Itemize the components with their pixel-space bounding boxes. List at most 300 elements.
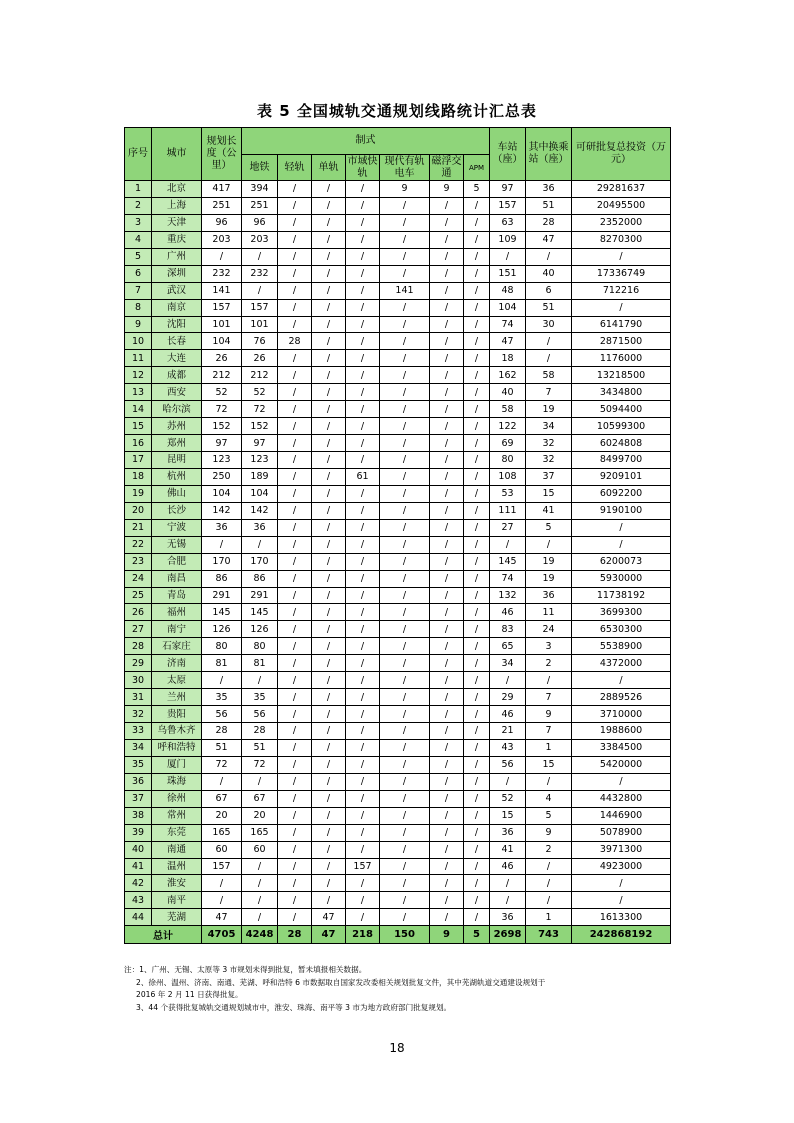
table-cell: 170 <box>202 553 242 570</box>
table-cell: / <box>430 824 464 841</box>
table-cell: / <box>430 858 464 875</box>
header-city: 城市 <box>152 128 202 181</box>
table-cell: 41 <box>490 841 526 858</box>
table-cell: / <box>430 655 464 672</box>
table-cell: / <box>278 723 312 740</box>
table-cell: / <box>312 333 346 350</box>
city-name: 温州 <box>152 858 202 875</box>
table-cell: 165 <box>242 824 278 841</box>
table-cell: 35 <box>242 689 278 706</box>
table-cell: / <box>464 214 490 231</box>
table-cell: 74 <box>490 316 526 333</box>
table-cell: 145 <box>490 553 526 570</box>
table-cell: / <box>526 536 572 553</box>
table-cell: / <box>278 739 312 756</box>
city-name: 合肥 <box>152 553 202 570</box>
city-name: 常州 <box>152 807 202 824</box>
table-cell: / <box>430 197 464 214</box>
table-cell: 6200073 <box>572 553 671 570</box>
table-cell: 72 <box>202 756 242 773</box>
table-cell: / <box>380 706 430 723</box>
table-cell: / <box>464 536 490 553</box>
city-name: 南通 <box>152 841 202 858</box>
table-cell: 111 <box>490 502 526 519</box>
city-name: 乌鲁木齐 <box>152 723 202 740</box>
table-cell: / <box>526 672 572 689</box>
table-cell: / <box>430 739 464 756</box>
table-cell: 37 <box>526 468 572 485</box>
table-cell: 162 <box>490 367 526 384</box>
table-cell: 80 <box>202 638 242 655</box>
table-cell: / <box>464 435 490 452</box>
table-cell: 165 <box>202 824 242 841</box>
table-cell: 1176000 <box>572 350 671 367</box>
table-cell: / <box>312 502 346 519</box>
table-cell: 3384500 <box>572 739 671 756</box>
table-cell: 9 <box>526 824 572 841</box>
table-cell: 1988600 <box>572 723 671 740</box>
table-cell: 53 <box>490 485 526 502</box>
table-row <box>125 807 671 824</box>
table-cell: / <box>242 282 278 299</box>
table-cell: / <box>430 790 464 807</box>
table-cell: / <box>312 197 346 214</box>
table-cell: 126 <box>202 621 242 638</box>
row-index: 17 <box>125 452 152 469</box>
table-cell: 104 <box>242 485 278 502</box>
table-cell: / <box>464 299 490 316</box>
table-cell: / <box>464 739 490 756</box>
table-cell: 28 <box>278 333 312 350</box>
table-cell: / <box>278 452 312 469</box>
table-row <box>125 350 671 367</box>
table-cell: 96 <box>242 214 278 231</box>
city-name: 南平 <box>152 892 202 909</box>
header-investment: 可研批复总投资（万元） <box>572 128 671 181</box>
table-cell: 17336749 <box>572 265 671 282</box>
table-cell: / <box>430 773 464 790</box>
table-cell: / <box>312 621 346 638</box>
table-cell: / <box>380 756 430 773</box>
table-cell: / <box>278 841 312 858</box>
table-cell: / <box>380 384 430 401</box>
table-row <box>125 638 671 655</box>
row-index: 33 <box>125 723 152 740</box>
table-cell: 251 <box>202 197 242 214</box>
table-cell: / <box>380 485 430 502</box>
table-cell: / <box>430 418 464 435</box>
table-cell: / <box>430 689 464 706</box>
row-index: 6 <box>125 265 152 282</box>
row-index: 4 <box>125 231 152 248</box>
table-cell: 6092200 <box>572 485 671 502</box>
table-notes <box>124 964 684 1014</box>
table-cell: 36 <box>242 519 278 536</box>
table-cell: / <box>346 333 380 350</box>
table-cell: 41 <box>526 502 572 519</box>
table-cell: / <box>346 604 380 621</box>
table-cell: 712216 <box>572 282 671 299</box>
table-cell: / <box>430 384 464 401</box>
table-cell: / <box>490 892 526 909</box>
table-cell: 19 <box>526 570 572 587</box>
table-cell: 46 <box>490 604 526 621</box>
table-cell: / <box>464 418 490 435</box>
table-cell: 52 <box>490 790 526 807</box>
table-cell: / <box>464 197 490 214</box>
table-cell: 1446900 <box>572 807 671 824</box>
table-cell: / <box>380 299 430 316</box>
table-cell: / <box>490 875 526 892</box>
table-cell: / <box>430 807 464 824</box>
table-cell: / <box>572 519 671 536</box>
table-cell: / <box>430 333 464 350</box>
row-index: 9 <box>125 316 152 333</box>
table-cell: / <box>430 570 464 587</box>
table-cell: 1613300 <box>572 909 671 926</box>
table-cell: 34 <box>490 655 526 672</box>
total-cell: 2698 <box>490 926 526 944</box>
table-cell: 96 <box>202 214 242 231</box>
table-row <box>125 553 671 570</box>
table-cell: / <box>346 672 380 689</box>
city-name: 福州 <box>152 604 202 621</box>
page-number: 18 <box>389 1041 405 1055</box>
table-cell: 86 <box>242 570 278 587</box>
table-cell: / <box>380 502 430 519</box>
row-index: 29 <box>125 655 152 672</box>
table-cell: 5538900 <box>572 638 671 655</box>
row-index: 19 <box>125 485 152 502</box>
row-index: 25 <box>125 587 152 604</box>
table-cell: / <box>526 773 572 790</box>
table-cell: / <box>312 773 346 790</box>
table-cell: / <box>380 316 430 333</box>
city-name: 长沙 <box>152 502 202 519</box>
table-cell: / <box>526 333 572 350</box>
table-cell: / <box>430 536 464 553</box>
table-cell: / <box>312 231 346 248</box>
table-cell: 47 <box>312 909 346 926</box>
table-cell: 13218500 <box>572 367 671 384</box>
table-cell: / <box>430 316 464 333</box>
table-cell: 1 <box>526 909 572 926</box>
table-cell: / <box>430 468 464 485</box>
city-name: 广州 <box>152 248 202 265</box>
table-cell: 24 <box>526 621 572 638</box>
table-cell: 80 <box>490 452 526 469</box>
row-index: 24 <box>125 570 152 587</box>
header-monorail: 单轨 <box>312 155 346 181</box>
table-cell: 35 <box>202 689 242 706</box>
table-cell: / <box>278 350 312 367</box>
table-cell: 250 <box>202 468 242 485</box>
table-cell: / <box>380 909 430 926</box>
table-cell: 2352000 <box>572 214 671 231</box>
table-cell: 123 <box>242 452 278 469</box>
table-cell: 61 <box>346 468 380 485</box>
table-cell: 145 <box>242 604 278 621</box>
table-cell: 141 <box>380 282 430 299</box>
table-cell: / <box>242 858 278 875</box>
table-cell: / <box>346 723 380 740</box>
total-label: 总计 <box>125 926 202 944</box>
table-cell: / <box>572 672 671 689</box>
row-index: 23 <box>125 553 152 570</box>
table-cell: / <box>312 553 346 570</box>
table-cell: 189 <box>242 468 278 485</box>
table-cell: / <box>430 231 464 248</box>
table-cell: / <box>464 231 490 248</box>
table-cell: / <box>464 282 490 299</box>
table-cell: / <box>464 672 490 689</box>
row-index: 21 <box>125 519 152 536</box>
table-cell: 142 <box>202 502 242 519</box>
table-cell: / <box>464 248 490 265</box>
table-cell: 47 <box>202 909 242 926</box>
table-row <box>125 401 671 418</box>
table-row <box>125 418 671 435</box>
row-index: 7 <box>125 282 152 299</box>
table-cell: 67 <box>242 790 278 807</box>
table-cell: 58 <box>490 401 526 418</box>
table-cell: 1 <box>526 739 572 756</box>
table-cell: / <box>464 621 490 638</box>
table-cell: 6141790 <box>572 316 671 333</box>
table-cell: / <box>278 435 312 452</box>
table-cell: / <box>464 909 490 926</box>
table-cell: / <box>242 773 278 790</box>
table-cell: / <box>346 435 380 452</box>
table-cell: 69 <box>490 435 526 452</box>
table-cell: / <box>346 265 380 282</box>
row-index: 34 <box>125 739 152 756</box>
table-cell: 26 <box>242 350 278 367</box>
table-cell: / <box>346 587 380 604</box>
table-cell: 3434800 <box>572 384 671 401</box>
table-cell: / <box>346 519 380 536</box>
table-row <box>125 621 671 638</box>
table-cell: / <box>202 773 242 790</box>
table-cell: 56 <box>202 706 242 723</box>
table-cell: 36 <box>490 909 526 926</box>
table-cell: / <box>430 248 464 265</box>
table-cell: 27 <box>490 519 526 536</box>
note-line: 2016 年 2 月 11 日获得批复。 <box>136 990 243 999</box>
table-cell: 51 <box>526 197 572 214</box>
city-name: 南宁 <box>152 621 202 638</box>
table-cell: / <box>430 892 464 909</box>
table-cell: 26 <box>202 350 242 367</box>
table-row <box>125 587 671 604</box>
table-cell: / <box>346 536 380 553</box>
table-cell: / <box>312 587 346 604</box>
table-cell: / <box>278 316 312 333</box>
row-index: 42 <box>125 875 152 892</box>
table-cell: / <box>490 672 526 689</box>
table-cell: / <box>346 706 380 723</box>
table-cell: / <box>380 197 430 214</box>
total-cell: 4705 <box>202 926 242 944</box>
table-row <box>125 231 671 248</box>
table-cell: / <box>312 452 346 469</box>
table-cell: / <box>464 452 490 469</box>
table-cell: 6 <box>526 282 572 299</box>
table-cell: / <box>490 536 526 553</box>
table-cell: 7 <box>526 723 572 740</box>
table-cell: / <box>346 214 380 231</box>
table-cell: 67 <box>202 790 242 807</box>
table-cell: 5420000 <box>572 756 671 773</box>
table-cell: 60 <box>242 841 278 858</box>
table-cell: 8270300 <box>572 231 671 248</box>
table-cell: 97 <box>202 435 242 452</box>
table-cell: / <box>380 689 430 706</box>
table-row <box>125 739 671 756</box>
row-index: 26 <box>125 604 152 621</box>
table-cell: / <box>312 655 346 672</box>
table-cell: 18 <box>490 350 526 367</box>
table-cell: / <box>430 282 464 299</box>
table-cell: / <box>430 265 464 282</box>
table-cell: / <box>464 316 490 333</box>
table-cell: / <box>380 604 430 621</box>
table-cell: 9209101 <box>572 468 671 485</box>
table-cell: 8499700 <box>572 452 671 469</box>
table-cell: / <box>380 435 430 452</box>
table-cell: 83 <box>490 621 526 638</box>
table-cell: 141 <box>202 282 242 299</box>
table-row <box>125 265 671 282</box>
table-cell: / <box>464 265 490 282</box>
table-row <box>125 841 671 858</box>
city-name: 沈阳 <box>152 316 202 333</box>
table-cell: / <box>242 672 278 689</box>
total-cell: 9 <box>430 926 464 944</box>
total-cell: 47 <box>312 926 346 944</box>
note-line: 注：1、广州、无锡、太原等 3 市规划未得到批复，暂未填报相关数据。 <box>124 965 367 974</box>
table-cell: / <box>312 435 346 452</box>
city-name: 淮安 <box>152 875 202 892</box>
table-cell: / <box>526 248 572 265</box>
table-cell: / <box>430 452 464 469</box>
table-cell: / <box>346 316 380 333</box>
table-cell: 2889526 <box>572 689 671 706</box>
table-cell: 76 <box>242 333 278 350</box>
table-cell: / <box>346 502 380 519</box>
table-cell: / <box>312 536 346 553</box>
table-cell: / <box>278 638 312 655</box>
table-cell: 142 <box>242 502 278 519</box>
row-index: 32 <box>125 706 152 723</box>
table-cell: 152 <box>242 418 278 435</box>
table-cell: 122 <box>490 418 526 435</box>
table-cell: / <box>380 401 430 418</box>
table-cell: / <box>346 621 380 638</box>
table-cell: 46 <box>490 858 526 875</box>
table-row <box>125 299 671 316</box>
table-cell: / <box>278 214 312 231</box>
city-name: 太原 <box>152 672 202 689</box>
table-cell: / <box>464 384 490 401</box>
table-cell: / <box>526 892 572 909</box>
table-cell: / <box>346 875 380 892</box>
row-index: 30 <box>125 672 152 689</box>
table-cell: 72 <box>242 401 278 418</box>
table-cell: / <box>380 231 430 248</box>
city-name: 呼和浩特 <box>152 739 202 756</box>
table-cell: 58 <box>526 367 572 384</box>
table-row <box>125 689 671 706</box>
table-cell: / <box>346 452 380 469</box>
table-row <box>125 655 671 672</box>
table-cell: / <box>430 723 464 740</box>
table-cell: / <box>430 401 464 418</box>
table-row <box>125 909 671 926</box>
city-name: 哈尔滨 <box>152 401 202 418</box>
table-cell: 56 <box>242 706 278 723</box>
city-name: 苏州 <box>152 418 202 435</box>
city-name: 大连 <box>152 350 202 367</box>
table-cell: / <box>464 689 490 706</box>
table-cell: 104 <box>202 485 242 502</box>
table-cell: / <box>278 858 312 875</box>
table-cell: / <box>278 909 312 926</box>
table-cell: 157 <box>490 197 526 214</box>
table-cell: 32 <box>526 452 572 469</box>
table-cell: / <box>464 858 490 875</box>
table-cell: / <box>312 739 346 756</box>
table-cell: / <box>242 909 278 926</box>
table-cell: / <box>464 401 490 418</box>
table-cell: / <box>278 282 312 299</box>
table-cell: 101 <box>202 316 242 333</box>
city-name: 济南 <box>152 655 202 672</box>
header-suburban-rail: 市域快轨 <box>347 155 378 179</box>
table-cell: / <box>526 875 572 892</box>
table-row <box>125 333 671 350</box>
table-cell: / <box>464 875 490 892</box>
table-cell: 3710000 <box>572 706 671 723</box>
table-row <box>125 316 671 333</box>
table-cell: / <box>380 672 430 689</box>
table-cell: / <box>278 553 312 570</box>
table-cell: 56 <box>490 756 526 773</box>
table-cell: / <box>312 350 346 367</box>
table-cell: 47 <box>526 231 572 248</box>
table-cell: 126 <box>242 621 278 638</box>
table-cell: 9 <box>380 181 430 198</box>
table-cell: 28 <box>242 723 278 740</box>
row-index: 1 <box>125 181 152 198</box>
table-cell: 20 <box>242 807 278 824</box>
table-cell: / <box>380 875 430 892</box>
city-name: 南京 <box>152 299 202 316</box>
table-cell: 157 <box>202 858 242 875</box>
table-cell: / <box>346 909 380 926</box>
table-cell: / <box>430 672 464 689</box>
table-cell: / <box>278 689 312 706</box>
table-row <box>125 723 671 740</box>
table-cell: 291 <box>202 587 242 604</box>
table-cell: / <box>380 452 430 469</box>
row-index: 13 <box>125 384 152 401</box>
table-cell: / <box>430 621 464 638</box>
table-row <box>125 892 671 909</box>
table-cell: 40 <box>526 265 572 282</box>
table-cell: / <box>312 790 346 807</box>
table-row <box>125 875 671 892</box>
